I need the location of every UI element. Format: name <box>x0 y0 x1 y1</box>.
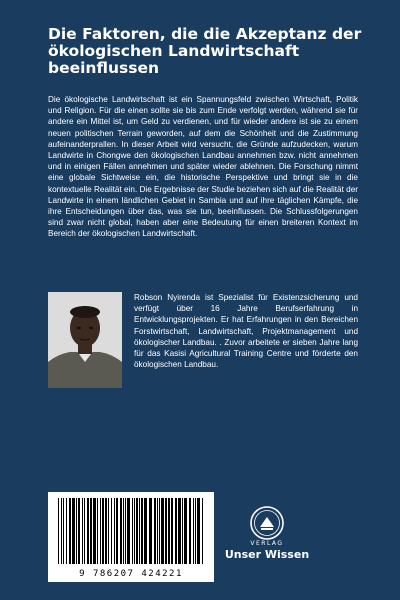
book-title: Die Faktoren, die die Akzeptanz der ökologischen Landwirtschaft beeinflussen <box>48 25 362 77</box>
publisher-logo <box>222 506 312 576</box>
barcode-icon <box>54 498 208 568</box>
barcode <box>48 492 214 582</box>
author-photo <box>48 292 122 388</box>
publisher-name: Unser Wissen <box>224 548 310 561</box>
isbn-number: 9 786207 424221 <box>79 569 183 579</box>
book-summary: Die ökologische Landwirtschaft ist ein Spannungsfeld zwischen Wirtschaft, Politik und Religion. Für die einen sollte sie bis zum Ende verfolgt werden, während sie für andere ein Mittel ist, um Geld zu verdienen, und für wieder andere ist sie zu einem neuen politischen Terrain geworden, auf dem die Schönheit und die Zustimmung aufeinanderprallen. In dieser Arbeit wird versucht, die Gründe aufzudecken, warum Landwirte in Chongwe den ökologischen Landbau annehmen bzw. nicht annehmen und in einigen Fällen annehmen und später wieder ablehnen. Die Forschung nimmt eine globale Sichtweise ein, die historische Perspektive und bringt sie in die kontextuelle Realität ein. Die Ergebnisse der Studie beziehen sich auf die Realität der Landwirte in einem ländlichen Gebiet in Sambia und auf ihre täglichen Kämpfe, die ihre Entscheidungen über das, was sie tun, beeinflussen. Die Schlussfolgerungen sind zwar nicht global, haben aber eine Bedeutung für einen breiteren Kontext im Bereich der ökologischen Landwirtschaft. <box>48 95 358 239</box>
author-bio: Robson Nyirenda ist Spezialist für Existenzsicherung und verfügt über 16 Jahre Berufserfahrung in Entwicklungsprojekten. Er hat Erfahrungen in den Bereichen Forstwirtschaft, Landwirtschaft, Projektmanagement und ökologischer Landbau. . Zuvor arbeitete er sieben Jahre lang für das Kasisi Agricultural Training Centre und förderte den ökologischen Landbau. <box>134 293 358 370</box>
author-portrait <box>48 292 122 388</box>
publisher-seal-icon <box>250 506 284 540</box>
publisher-label: VERLAG <box>250 540 284 547</box>
